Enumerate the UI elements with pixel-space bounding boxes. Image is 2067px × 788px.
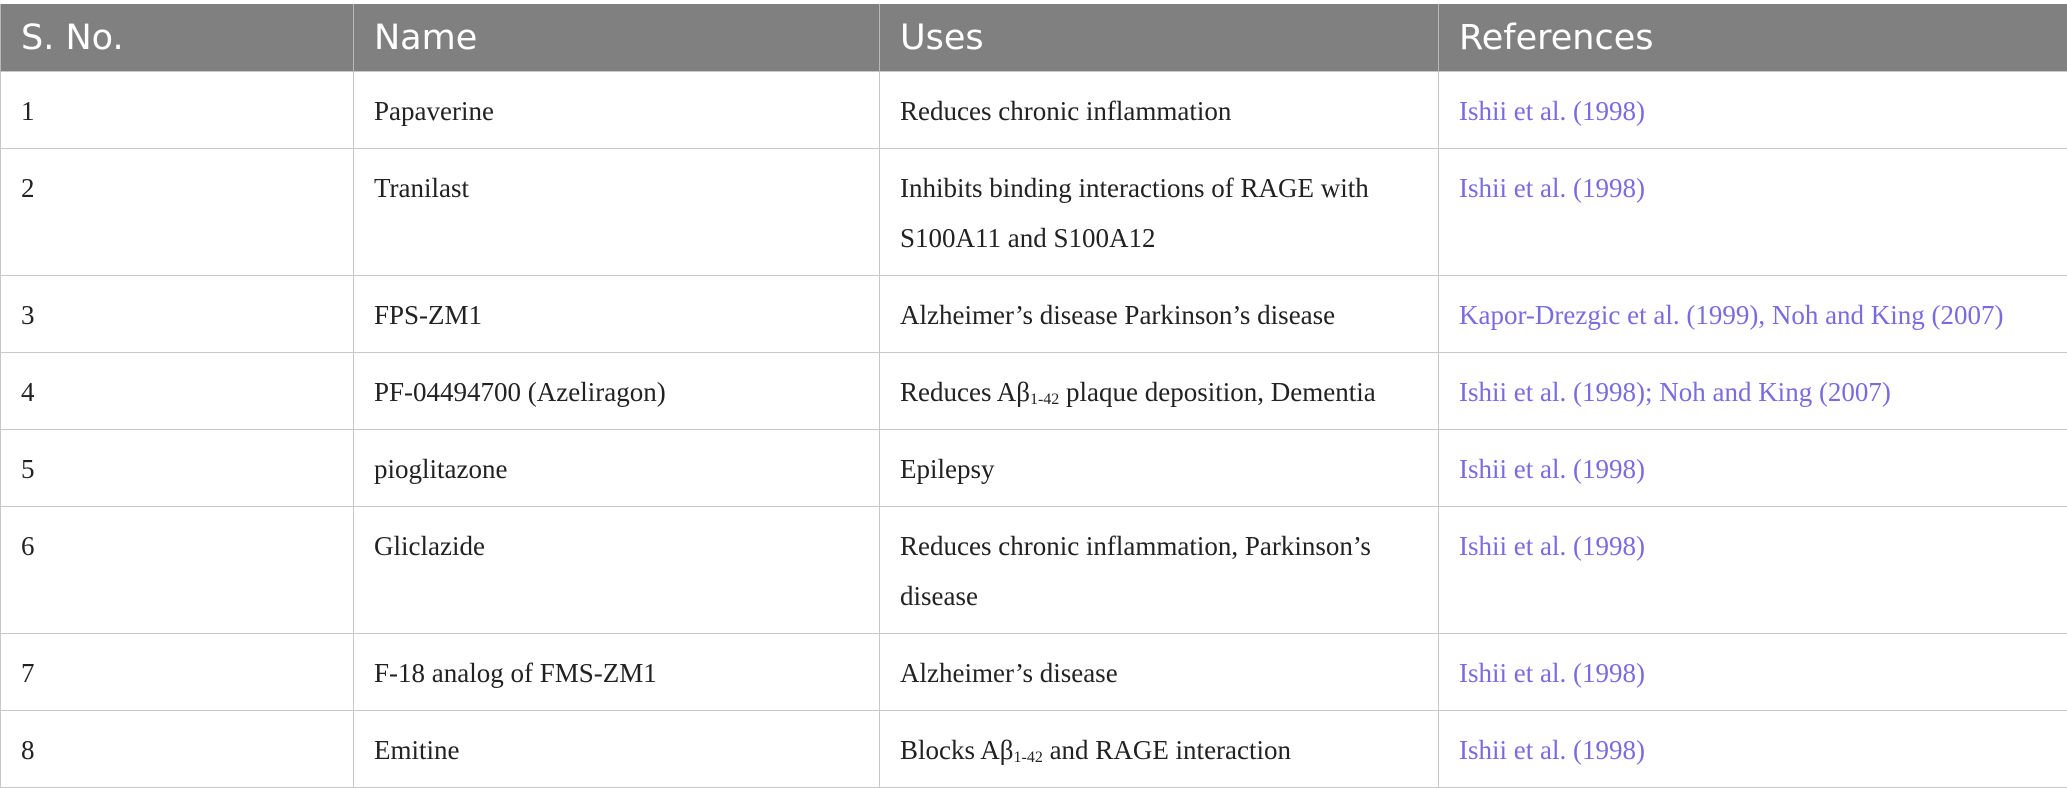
header-uses: Uses: [880, 4, 1439, 72]
header-sno: S. No.: [1, 4, 354, 72]
cell-sno: 1: [1, 72, 354, 149]
cell-references: [1439, 276, 2067, 353]
cell-name: F-18 analog of FMS-ZM1: [354, 634, 880, 711]
table-row: [1, 276, 2067, 353]
cell-sno: 6: [1, 507, 354, 634]
cell-references: [1439, 72, 2067, 149]
cell-name: Emitine: [354, 711, 880, 788]
cell-uses: Alzheimer’s disease Parkinson’s disease: [880, 276, 1439, 353]
cell-name: FPS-ZM1: [354, 276, 880, 353]
table-row: [1, 634, 2067, 711]
cell-references: [1439, 634, 2067, 711]
drug-table-container: [0, 4, 2067, 788]
reference-link[interactable]: Ishii et al. (1998); Noh and King (2007): [1459, 377, 1891, 407]
cell-name: PF-04494700 (Azeliragon): [354, 353, 880, 430]
header-references: References: [1439, 4, 2067, 72]
table-row: [1, 507, 2067, 634]
reference-link[interactable]: Ishii et al. (1998): [1459, 173, 1645, 203]
cell-references: [1439, 507, 2067, 634]
cell-uses: Alzheimer’s disease: [880, 634, 1439, 711]
table-row: [1, 72, 2067, 149]
cell-name: Papaverine: [354, 72, 880, 149]
cell-uses: Epilepsy: [880, 430, 1439, 507]
cell-sno: 8: [1, 711, 354, 788]
drug-table: [0, 4, 2067, 788]
cell-name: pioglitazone: [354, 430, 880, 507]
cell-uses: Reduces chronic inflammation, Parkinson’s disease: [880, 507, 1439, 634]
header-name: Name: [354, 4, 880, 72]
cell-references: [1439, 711, 2067, 788]
cell-name: Tranilast: [354, 149, 880, 276]
reference-link[interactable]: Ishii et al. (1998): [1459, 531, 1645, 561]
cell-uses: Blocks $A\beta_{1-42}$ and RAGE interaction: [880, 711, 1439, 788]
cell-uses: Reduces $A\beta_{1-42}$ plaque deposition, Dementia: [880, 353, 1439, 430]
reference-link[interactable]: Ishii et al. (1998): [1459, 658, 1645, 688]
header-row: [1, 4, 2067, 72]
reference-link[interactable]: Ishii et al. (1998): [1459, 454, 1645, 484]
subscript: 1-42: [1030, 391, 1059, 408]
reference-link[interactable]: Ishii et al. (1998): [1459, 96, 1645, 126]
cell-name: Gliclazide: [354, 507, 880, 634]
table-row: [1, 353, 2067, 430]
cell-sno: 7: [1, 634, 354, 711]
cell-references: [1439, 353, 2067, 430]
reference-link[interactable]: Ishii et al. (1998): [1459, 735, 1645, 765]
subscript: 1-42: [1014, 749, 1043, 766]
cell-uses: Reduces chronic inflammation: [880, 72, 1439, 149]
cell-sno: 5: [1, 430, 354, 507]
cell-references: [1439, 149, 2067, 276]
cell-sno: 3: [1, 276, 354, 353]
cell-sno: 4: [1, 353, 354, 430]
cell-references: [1439, 430, 2067, 507]
table-row: [1, 430, 2067, 507]
table-row: [1, 711, 2067, 788]
cell-sno: 2: [1, 149, 354, 276]
table-header: [1, 4, 2067, 72]
table-body: [1, 72, 2067, 788]
table-row: [1, 149, 2067, 276]
cell-uses: Inhibits binding interactions of RAGE with S100A11 and S100A12: [880, 149, 1439, 276]
reference-link[interactable]: Kapor-Drezgic et al. (1999), Noh and King (2007): [1459, 300, 2004, 330]
